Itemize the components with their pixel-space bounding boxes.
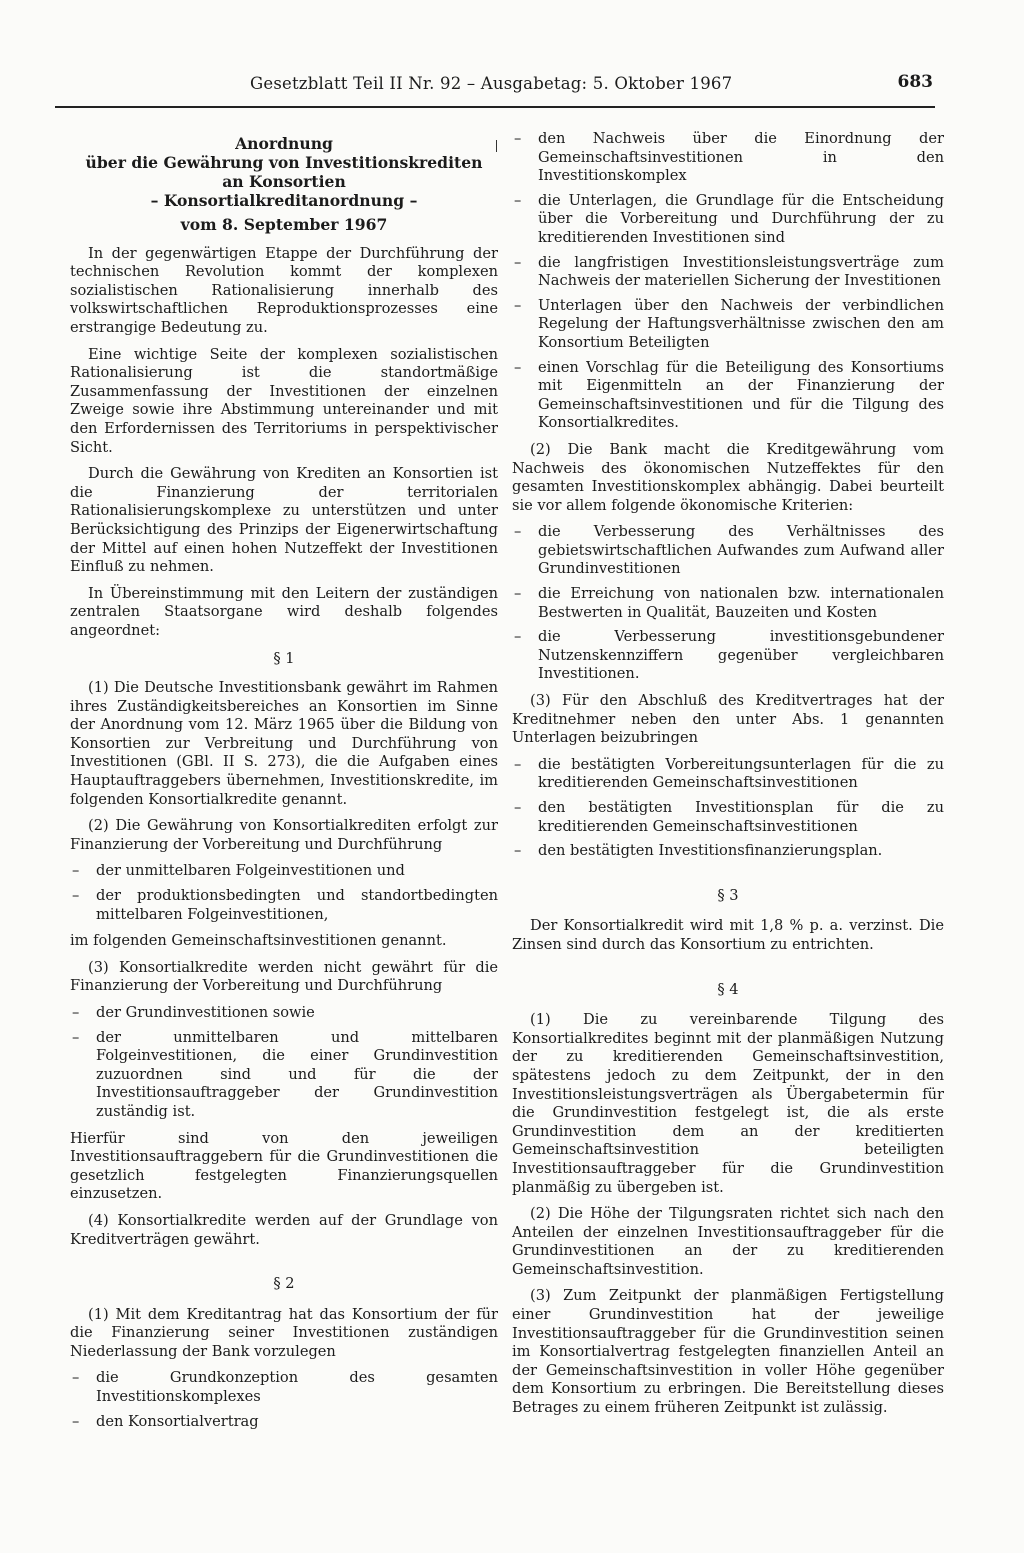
preamble-paragraph: In der gegenwärtigen Etappe der Durchführung der technischen Revolution kommt der komplexen sozialistischen Rationalisierung innerhalb des volkswirtschaftlichen Reproduktionsprozesses eine erstrangige Bedeutung zu. [70,244,498,336]
dash-list [70,1369,498,1431]
list-item: – die langfristigen Investitionsleistungsverträge zum Nachweis der materiellen Sicherung der Investitionen [512,254,944,291]
left-column [70,134,498,1439]
title-line: an Konsortien [222,172,346,191]
paragraph: (4) Konsortialkredite werden auf der Grundlage von Kreditverträgen gewährt. [70,1211,498,1248]
section-heading: § 3 [717,886,739,904]
dash-list [512,756,944,861]
page-number: 683 [897,72,933,92]
dash-list [70,862,498,924]
section-heading: § 1 [273,650,295,668]
preamble-paragraph: In Übereinstimmung mit den Leitern der zuständigen zentralen Staatsorgane wird deshalb folgendes angeordnet: [70,584,498,639]
paragraph: im folgenden Gemeinschaftsinvestitionen genannt. [70,932,447,950]
dash-list [512,523,944,684]
preamble-paragraph: Eine wichtige Seite der komplexen sozialistischen Rationalisierung ist die standortmäßige Zusammenfassung der Investitionen der einzelnen Zweige sowie ihre Abstimmung untereinander und mit den Erfordernissen des Territoriums in perspektivischer Sicht. [70,345,498,456]
list-item: – die Erreichung von nationalen bzw. internationalen Bestwerten in Qualität, Bauzeiten und Kosten [512,585,944,622]
section-heading: § 2 [273,1275,295,1293]
document-date: vom 8. September 1967 [180,215,388,234]
paragraph: (3) Konsortialkredite werden nicht gewährt für die Finanzierung der Vorbereitung und Durchführung [70,958,498,995]
list-item: – den Nachweis über die Einordnung der Gemeinschaftsinvestitionen in den Investitionskomplex [512,130,944,186]
list-item: – die Unterlagen, die Grundlage für die Entscheidung über die Vorbereitung und Durchführung der zu kreditierenden Investitionen sind [512,192,944,248]
list-item: – der Grundinvestitionen sowie [70,1004,498,1023]
paragraph: (1) Die Deutsche Investitionsbank gewährt im Rahmen ihres Zuständigkeitsbereiches an Konsortien im Sinne der Anordnung vom 12. März 1965 über die Bildung von Konsortien zur Verbreitung und Durchführung von Investitionen (GBl. II S. 273), die die Aufgaben eines Hauptauftraggebers übernehmen, Investitionskredite, im folgenden Konsortialkredite genannt. [70,679,498,808]
paragraph: (1) Die zu vereinbarende Tilgung des Konsortialkredites beginnt mit der planmäßigen Nutzung der zu kreditierenden Gemeinschaftsinvestition, spätestens jedoch zu dem Zeitpunkt, der in den Investitionsleistungsverträgen als Übergabetermin für die Grundinvestition festgelegt ist, die als erste Grundinvestition dem an der kreditierten Gemeinschaftsinvestition beteiligten Investitionsauftraggeber für die Grundinvestition planmäßig zu übergeben ist. [512,1011,944,1196]
right-column [512,130,944,1426]
list-item: – der produktionsbedingten und standortbedingten mittelbaren Folgeinvestitionen, [70,887,498,924]
dash-list [70,1004,498,1122]
dash-list [512,130,944,433]
list-item: – der unmittelbaren Folgeinvestitionen und [70,862,498,881]
list-item: – der unmittelbaren und mittelbaren Folgeinvestitionen, die einer Grundinvestition zuzuordnen sind und für die der Investitionsauftraggeber der Grundinvestition zuständig ist. [70,1029,498,1122]
document-title [70,134,498,210]
title-line: Anordnung [235,134,333,153]
list-item: – Unterlagen über den Nachweis der verbindlichen Regelung der Haftungsverhältnisse zwischen den am Konsortium Beteiligten [512,297,944,353]
paragraph: (2) Die Gewährung von Konsortialkrediten erfolgt zur Finanzierung der Vorbereitung und Durchführung [70,817,498,853]
paragraph: Hierfür sind von den jeweiligen Investitionsauftraggebern für die Grundinvestitionen die gesetzlich festgelegten Finanzierungsquellen einzusetzen. [70,1129,498,1203]
title-line: – Konsortialkreditanordnung – [150,191,418,210]
list-item: – den bestätigten Investitionsplan für die zu kreditierenden Gemeinschaftsinvestitionen [512,799,944,836]
preamble-paragraph: Durch die Gewährung von Krediten an Konsortien ist die Finanzierung der territorialen Rationalisierungskomplexe zu unterstützen und unter Berücksichtigung des Prinzips der Eigenerwirtschaftung der Mittel auf einen hohen Nutzeffekt der Investitionen Einfluß zu nehmen. [70,465,498,576]
paragraph: (3) Für den Abschluß des Kreditvertrages hat der Kreditnehmer neben den unter Abs. 1 genannten Unterlagen beizubringen [512,692,944,747]
list-item: – den bestätigten Investitionsfinanzierungsplan. [512,842,944,861]
paragraph: (2) Die Bank macht die Kreditgewährung vom Nachweis des ökonomischen Nutzeffektes für den gesamten Investitionskomplex abhängig. Dabei beurteilt sie vor allem folgende ökonomische Kriterien: [512,440,944,514]
title-line: über die Gewährung von Investitionskrediten [85,153,483,172]
paragraph: (1) Mit dem Kreditantrag hat das Konsortium der für die Finanzierung seiner Investitionen zuständigen Niederlassung der Bank vorzulegen [70,1305,498,1360]
list-item: – die Verbesserung investitionsgebundener Nutzenskennziffern gegenüber vergleichbaren Investitionen. [512,628,944,684]
header-title: Gesetzblatt Teil II Nr. 92 – Ausgabetag: 5. Oktober 1967 [250,74,733,93]
list-item: – einen Vorschlag für die Beteiligung des Konsortiums mit Eigenmitteln an der Finanzierung der Gemeinschaftsinvestitionen und für die Tilgung des Konsortialkredites. [512,359,944,433]
paragraph: (2) Die Höhe der Tilgungsraten richtet sich nach den Anteilen der einzelnen Investitionsauftraggeber für die Grundinvestitionen an der zu kreditierenden Gemeinschaftsinvestition. [512,1205,944,1278]
paragraph: (3) Zum Zeitpunkt der planmäßigen Fertigstellung einer Grundinvestition hat der jeweilige Investitionsauftraggeber für die Grundinvestition seinen im Konsortialvertrag festgelegten finanziellen Anteil an der Gemeinschaftsinvestition in voller Höhe gegenüber dem Konsortium zu erbringen. Die Bereitstellung dieses Betrages zu einem früheren Zeitpunkt ist zulässig. [512,1287,944,1417]
list-item: – den Konsortialvertrag [70,1413,498,1432]
section-heading: § 4 [717,980,739,998]
list-item: – die Grundkonzeption des gesamten Investitionskomplexes [70,1369,498,1406]
paragraph: Der Konsortialkredit wird mit 1,8 % p. a. verzinst. Die Zinsen sind durch das Konsortium zu entrichten. [512,917,944,953]
page-header [55,66,935,108]
list-item: – die bestätigten Vorbereitungsunterlagen für die zu kreditierenden Gemeinschaftsinvestitionen [512,756,944,793]
list-item: – die Verbesserung des Verhältnisses des gebietswirtschaftlichen Aufwandes zum Aufwand aller Grundinvestitionen [512,523,944,579]
